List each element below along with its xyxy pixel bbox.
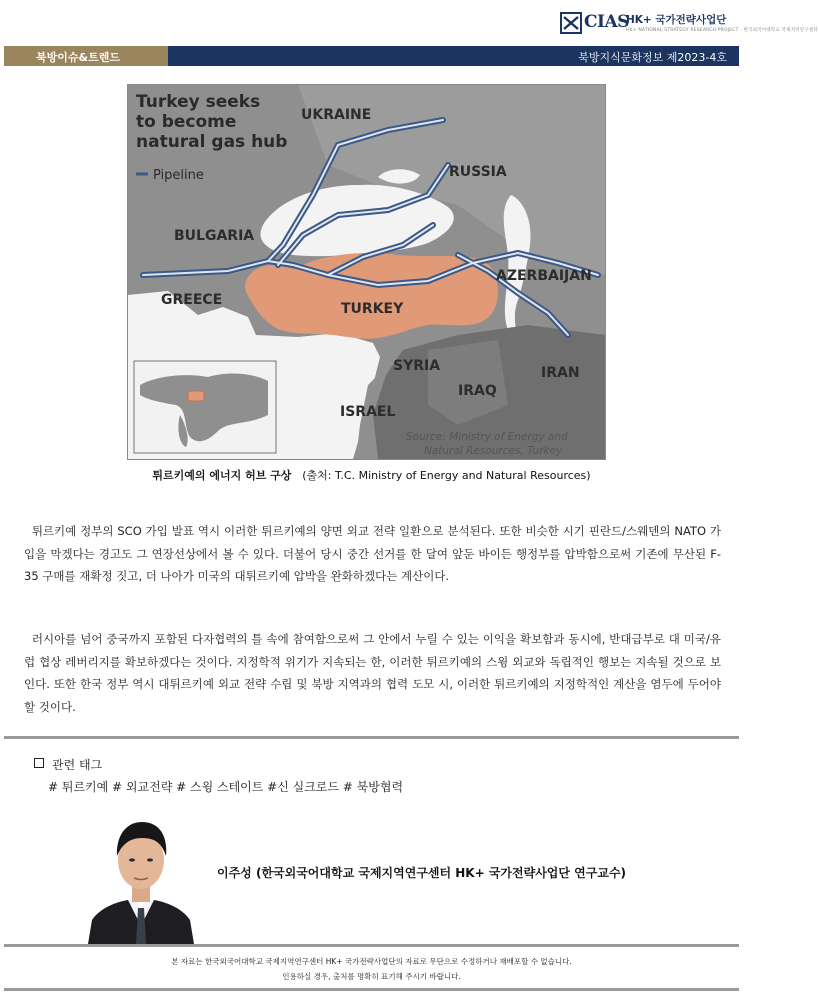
- tags-heading-text: 관련 태그: [52, 758, 103, 772]
- issue-bar: [168, 46, 739, 66]
- figure-caption: [0, 467, 743, 483]
- paragraph-2: [24, 628, 721, 718]
- map-title-line2: to become: [136, 112, 237, 132]
- label-iran: IRAN: [541, 365, 580, 381]
- label-israel: ISRAEL: [340, 404, 396, 420]
- section-text: 북방이슈&트렌드: [36, 51, 120, 64]
- org-subtitle: HK+ NATIONAL STRATEGY RESEARCH PROJECT · 한국외국어대학교 국제지역연구센터: [626, 28, 818, 33]
- turkey-gas-hub-map: [127, 84, 606, 460]
- issue-text: 북방지식문화정보 제2023-4호: [578, 51, 727, 64]
- label-ukraine: UKRAINE: [301, 107, 372, 123]
- map-source-line2: Natural Resources, Turkey: [424, 445, 563, 457]
- map-title-line3: natural gas hub: [136, 132, 288, 152]
- tags-list: # 튀르키예 # 외교전략 # 스윙 스테이트 #신 실크로드 # 북방협력: [48, 780, 404, 794]
- logo-text: CIAS: [584, 12, 629, 32]
- legend-pipeline-label: Pipeline: [153, 168, 204, 183]
- caption-main: 튀르키예의 에너지 허브 구상: [152, 469, 292, 482]
- author-name: 이주성 (한국외국어대학교 국제지역연구센터 HK+ 국가전략사업단 연구교수): [217, 866, 627, 880]
- author-photo: [86, 808, 196, 944]
- footer-notice-2: 인용하실 경우, 출처를 명확히 표기해 주시기 바랍니다.: [282, 972, 461, 981]
- cias-logo: [560, 10, 818, 40]
- label-turkey: TURKEY: [341, 301, 404, 317]
- divider-footer-bottom: [4, 988, 739, 991]
- inset-world-map: [134, 361, 276, 453]
- divider-footer-top: [4, 944, 739, 947]
- label-greece: GREECE: [161, 292, 223, 308]
- section-label: [4, 46, 168, 66]
- map-graphic: [128, 85, 605, 459]
- tags-heading: [34, 756, 102, 773]
- label-syria: SYRIA: [393, 358, 441, 374]
- divider-top: [4, 736, 739, 739]
- footer-notice-1: 본 자료는 한국외국어대학교 국제지역연구센터 HK+ 국가전략사업단의 자료로 무단으로 수정하거나 재배포할 수 없습니다.: [171, 957, 572, 966]
- label-bulgaria: BULGARIA: [174, 228, 255, 244]
- checkbox-bullet-icon: [34, 758, 44, 768]
- paragraph-1: [24, 520, 721, 588]
- paragraph-1-text: 튀르키예 정부의 SCO 가입 발표 역시 이러한 튀르키예의 양면 외교 전략 일환으로 분석된다. 또한 비슷한 시기 핀란드/스웨덴의 NATO 가입을 막겠다는 경고도 그 연장선상에서 볼 수 있다. 더불어 당시 중간 선거를 한 달여 앞둔 바이든 행정부를 압박함으로써 기존에 무산된 F-35 구매를 재확정 짓고, 더 나아가 미국의 대튀르키예 압박을 완화하겠다는 계산이다.: [24, 524, 722, 583]
- org-name: HK+ 국가전략사업단: [626, 14, 727, 26]
- label-russia: RUSSIA: [449, 164, 507, 180]
- map-title-line1: Turkey seeks: [136, 92, 261, 112]
- cias-emblem-icon: [560, 12, 582, 34]
- paragraph-2-text: 러시아를 넘어 중국까지 포함된 다자협력의 틀 속에 참여함으로써 그 안에서 누릴 수 있는 이익을 확보함과 동시에, 반대급부로 대 미국/유럽 협상 레버리지를 확보하겠다는 것이다. 지정학적 위기가 지속되는 한, 이러한 튀르키예의 스윙 외교와 독립적인 행보는 지속될 것으로 보인다. 또한 한국 정부 역시 대튀르키예 외교 전략 수립 및 북방 지역과의 협력 도모 시, 이러한 튀르키예의 지정학적인 계산을 염두에 두어야 할 것이다.: [24, 632, 722, 714]
- label-azerbaijan: AZERBAIJAN: [496, 268, 592, 284]
- map-source-line1: Source: Ministry of Energy and: [406, 431, 568, 443]
- label-iraq: IRAQ: [458, 383, 497, 399]
- caption-source: (출처: T.C. Ministry of Energy and Natural Resources): [302, 469, 591, 482]
